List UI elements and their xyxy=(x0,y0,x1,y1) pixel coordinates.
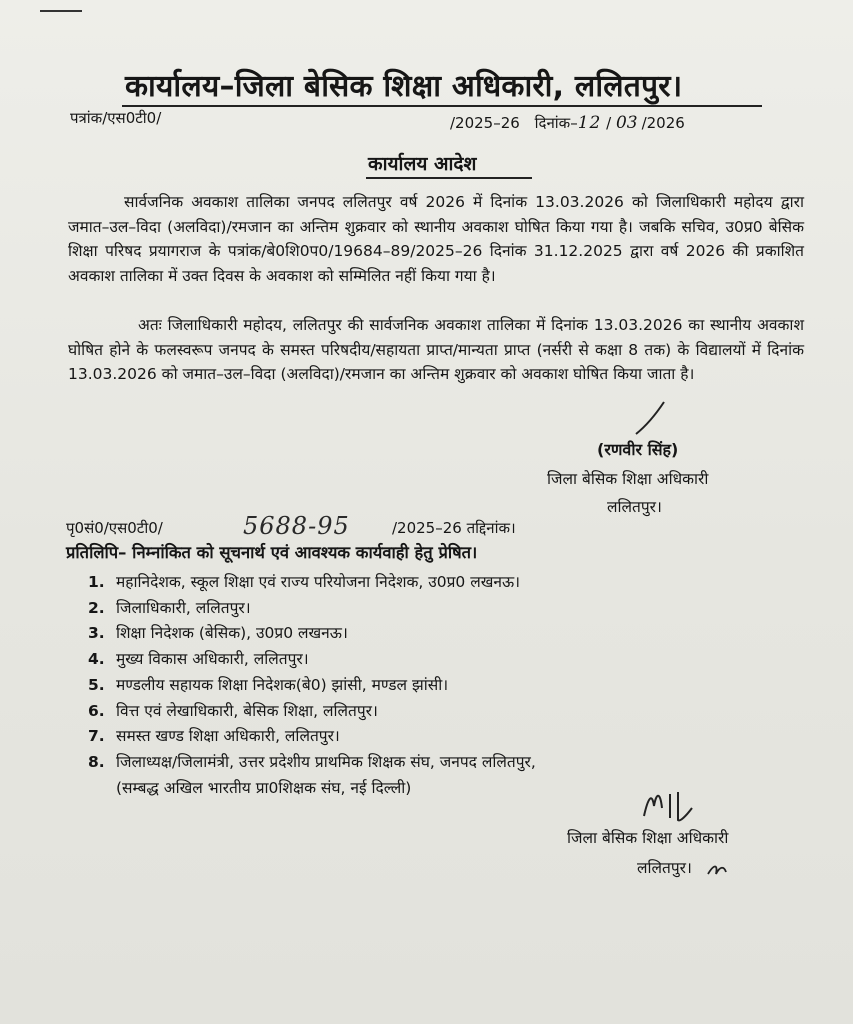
copy-ref-suffix: /2025–26 तद्दिनांक। xyxy=(392,519,516,537)
signature-stroke xyxy=(630,398,670,438)
order-heading: कार्यालय आदेश xyxy=(368,153,477,175)
copy-ref-prefix: पृ0सं0/एस0टी0/ xyxy=(66,519,163,537)
date-label: दिनांक– xyxy=(534,114,578,132)
order-paragraph-1: सार्वजनिक अवकाश तालिका जनपद ललितपुर वर्ष 2026 में दिनांक 13.03.2026 को जिलाधिकारी महोदय द्वारा जमात–उल–विदा (अलविदा)/रमजान का अन्तिम शुक्रवार को स्थानीय अवकाश घोषित किया गया है। जबकि सचिव, उ0प्र0 बेसिक शिक्षा परिषद प्रयागराज के पत्रांक/बे0शि0प0/19684–89/2025–26 दिनांक 31.12.2025 द्वारा वर्ष 2026 की प्रकाशित अवकाश तालिका में उक्त दिवस के अवकाश को सम्मिलित नहीं किया गया है। xyxy=(68,193,804,285)
footer-initial-mark xyxy=(704,856,730,882)
list-item: (सम्बद्ध अखिल भारतीय प्रा0शिक्षक संघ, नई दिल्ली) xyxy=(116,778,412,797)
list-item: 2. जिलाधिकारी, ललितपुर। xyxy=(88,598,251,617)
date-day-handwritten: 12 xyxy=(577,113,602,133)
recipient-list xyxy=(88,570,536,801)
signatory-designation: जिला बेसिक शिक्षा अधिकारी xyxy=(547,470,709,488)
footer-place: ललितपुर। xyxy=(637,859,692,877)
copy-ref-number-handwritten: 5688-95 xyxy=(243,512,350,540)
order-paragraph-2: अतः जिलाधिकारी महोदय, ललितपुर की सार्वजनिक अवकाश तालिका में दिनांक 13.03.2026 का स्थानीय अवकाश घोषित होने के फलस्वरूप जनपद के समस्त परिषदीय/सहायता प्राप्त/मान्यता प्राप्त (नर्सरी से कक्षा 8 तक) के विद्यालयों में दिनांक 13.03.2026 को जमात–उल–विदा (अलविदा)/रमजान का अन्तिम शुक्रवार को अवकाश घोषित किया जाता है। xyxy=(68,316,804,383)
list-item: 5. मण्डलीय सहायक शिक्षा निदेशक(बे0) झांसी, मण्डल झांसी। xyxy=(88,675,449,694)
signatory-name: (रणवीर सिंह) xyxy=(597,440,679,459)
letter-ref-date-line: /2025–26 दिनांक–12 / 03 /2026 xyxy=(450,113,685,133)
footer-designation: जिला बेसिक शिक्षा अधिकारी xyxy=(567,829,729,847)
list-item: 7. समस्त खण्ड शिक्षा अधिकारी, ललितपुर। xyxy=(88,727,340,746)
copy-heading: प्रतिलिपि– निम्नांकित को सूचनार्थ एवं आवश्यक कार्यवाही हेतु प्रेषित। xyxy=(66,543,478,562)
title-underline xyxy=(122,105,762,107)
letter-ref-prefix: पत्रांक/एस0टी0/ xyxy=(70,109,162,127)
handwritten-signature xyxy=(640,786,720,826)
office-title: कार्यालय–जिला बेसिक शिक्षा अधिकारी, ललितपुर। xyxy=(125,69,683,104)
list-item: 4. मुख्य विकास अधिकारी, ललितपुर। xyxy=(88,650,309,669)
signatory-place: ललितपुर। xyxy=(607,498,662,516)
letter-ref-year: /2025–26 xyxy=(450,114,520,132)
heading-underline xyxy=(366,177,532,179)
list-item: 6. वित्त एवं लेखाधिकारी, बेसिक शिक्षा, ललितपुर। xyxy=(88,701,378,720)
date-year: /2026 xyxy=(641,114,685,132)
list-item: 3. शिक्षा निदेशक (बेसिक), उ0प्र0 लखनऊ। xyxy=(88,624,348,643)
list-item: 8. जिलाध्यक्ष/जिलामंत्री, उत्तर प्रदेशीय प्राथमिक शिक्षक संघ, जनपद ललितपुर, xyxy=(88,752,536,771)
date-month-handwritten: 03 xyxy=(615,113,638,133)
scan-mark xyxy=(40,10,82,12)
list-item: 1. महानिदेशक, स्कूल शिक्षा एवं राज्य परियोजना निदेशक, उ0प्र0 लखनऊ। xyxy=(88,573,521,591)
